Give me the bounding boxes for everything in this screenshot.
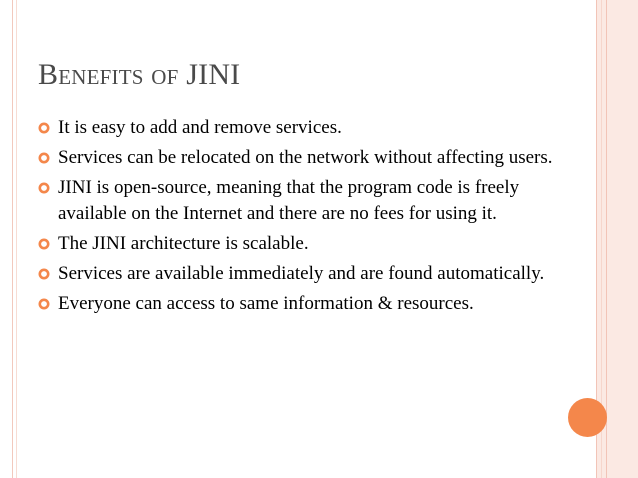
bullet-item	[38, 145, 558, 171]
bullet-text: Services are available immediately and are found automatically.	[58, 263, 545, 284]
bullet-text: The JINI architecture is scalable.	[58, 233, 309, 254]
bullet-text: It is easy to add and remove services.	[58, 117, 342, 138]
bullet-list	[38, 115, 558, 321]
ring-bullet-icon	[38, 182, 50, 194]
bullet-item	[38, 261, 558, 287]
ring-bullet-icon	[38, 152, 50, 164]
ring-bullet-icon	[38, 238, 50, 250]
right-band-line	[606, 0, 607, 478]
ring-bullet-icon	[38, 298, 50, 310]
orange-circle-icon	[568, 398, 607, 437]
slide-title: Benefits of JINI	[38, 58, 241, 91]
bullet-item	[38, 115, 558, 141]
bullet-text: Services can be relocated on the network without affecting users.	[58, 147, 553, 168]
bullet-item	[38, 231, 558, 257]
bullet-text: JINI is open-source, meaning that the program code is freely available on the Internet and there are no fees for using it.	[58, 177, 520, 224]
ring-bullet-icon	[38, 122, 50, 134]
bullet-item	[38, 175, 558, 227]
left-rule-line	[12, 0, 13, 478]
bullet-text: Everyone can access to same information & resources.	[58, 293, 474, 314]
ring-bullet-icon	[38, 268, 50, 280]
bullet-item	[38, 291, 558, 317]
left-rule-line-inner	[16, 0, 17, 478]
